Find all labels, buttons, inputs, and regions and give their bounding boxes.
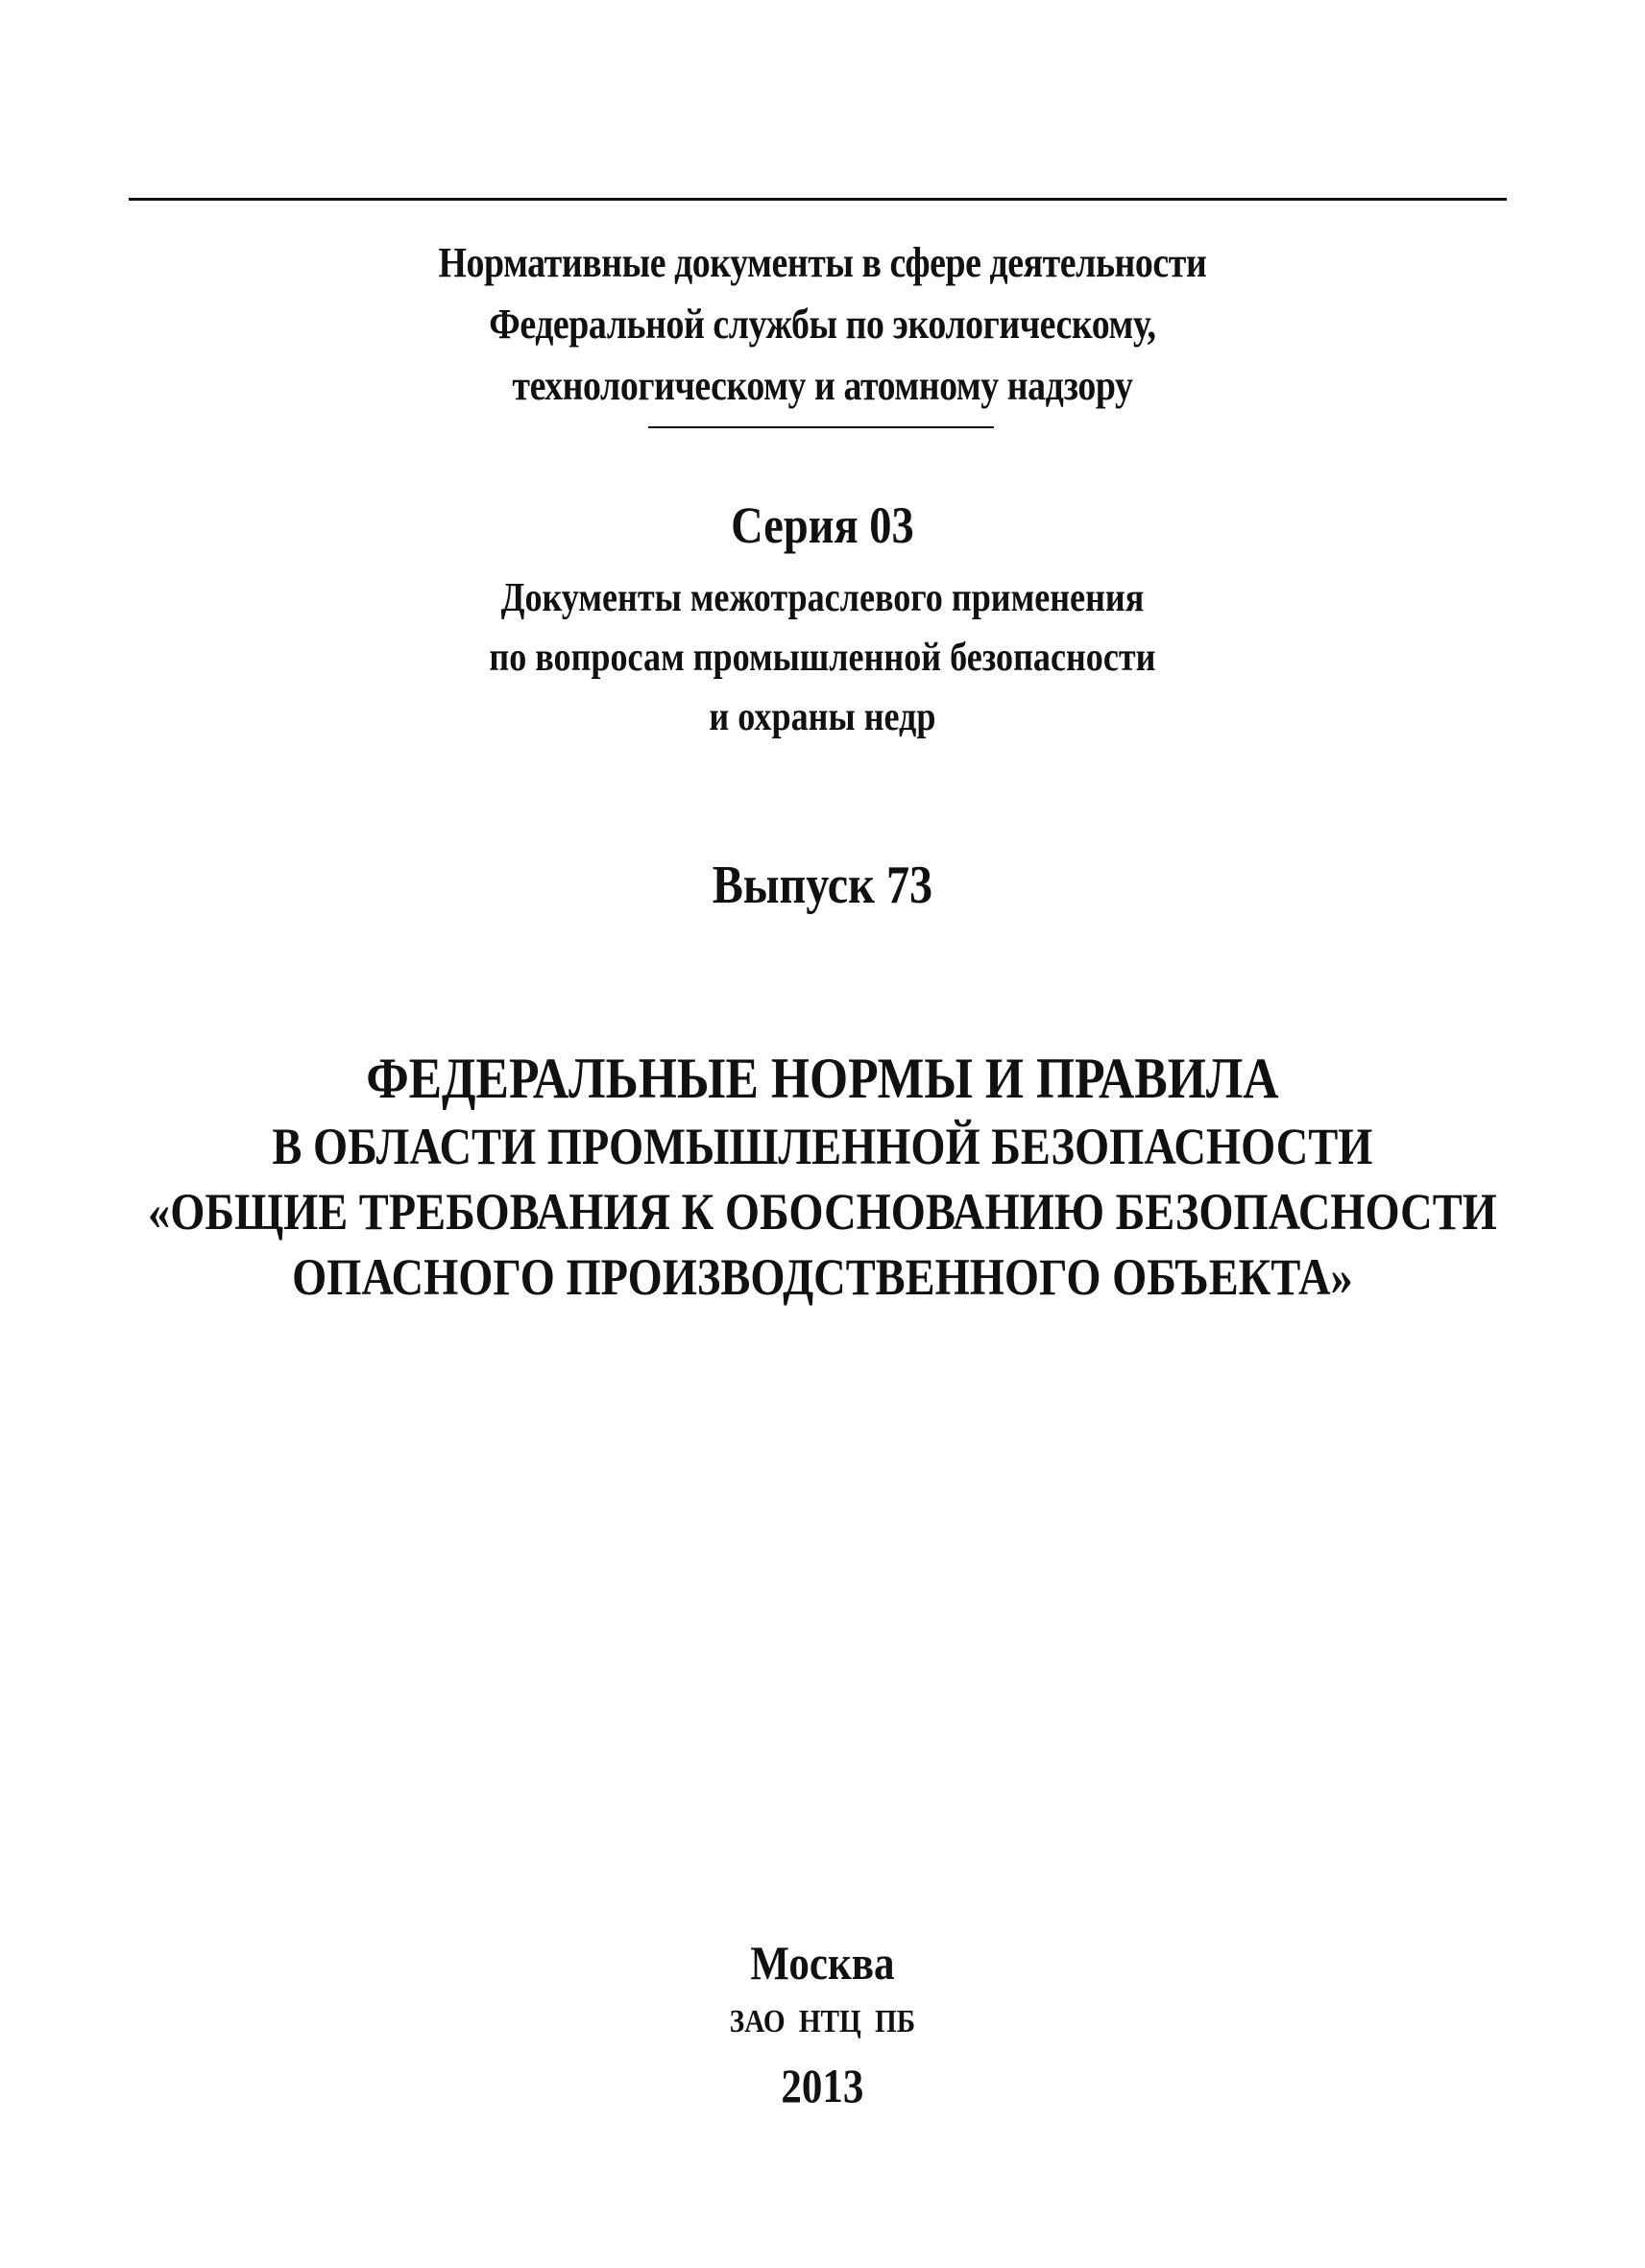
header-line: технологическому и атомному надзору (512, 362, 1133, 409)
issuing-authority-header (115, 232, 1530, 417)
series-description-line: Документы межотраслевого применения (500, 576, 1145, 620)
issue-number: Выпуск 73 (712, 856, 933, 915)
top-divider (129, 198, 1507, 201)
series-title: Серия 03 (731, 496, 914, 554)
document-title (115, 1043, 1530, 1310)
header-line: Федеральной службы по экологическому, (489, 301, 1156, 348)
document-title-line: «ОБЩИЕ ТРЕБОВАНИЯ К ОБОСНОВАНИЮ БЕЗОПАСНОСТИ (148, 1183, 1497, 1241)
imprint-year: 2013 (781, 2059, 864, 2112)
series-description (115, 568, 1530, 747)
document-title-line: В ОБЛАСТИ ПРОМЫШЛЕННОЙ БЕЗОПАСНОСТИ (272, 1118, 1373, 1175)
series-description-line: и охраны недр (709, 695, 936, 739)
imprint-publisher: ЗАО НТЦ ПБ (729, 2004, 916, 2039)
series-description-line: по вопросам промышленной безопасности (489, 636, 1156, 680)
document-title-line: ФЕДЕРАЛЬНЫЕ НОРМЫ И ПРАВИЛА (366, 1047, 1279, 1110)
document-title-line: ОПАСНОГО ПРОИЗВОДСТВЕННОГО ОБЪЕКТА» (292, 1248, 1353, 1306)
header-line: Нормативные документы в сфере деятельности (438, 239, 1207, 286)
header-divider (648, 426, 994, 428)
imprint-city: Москва (750, 1936, 895, 1990)
